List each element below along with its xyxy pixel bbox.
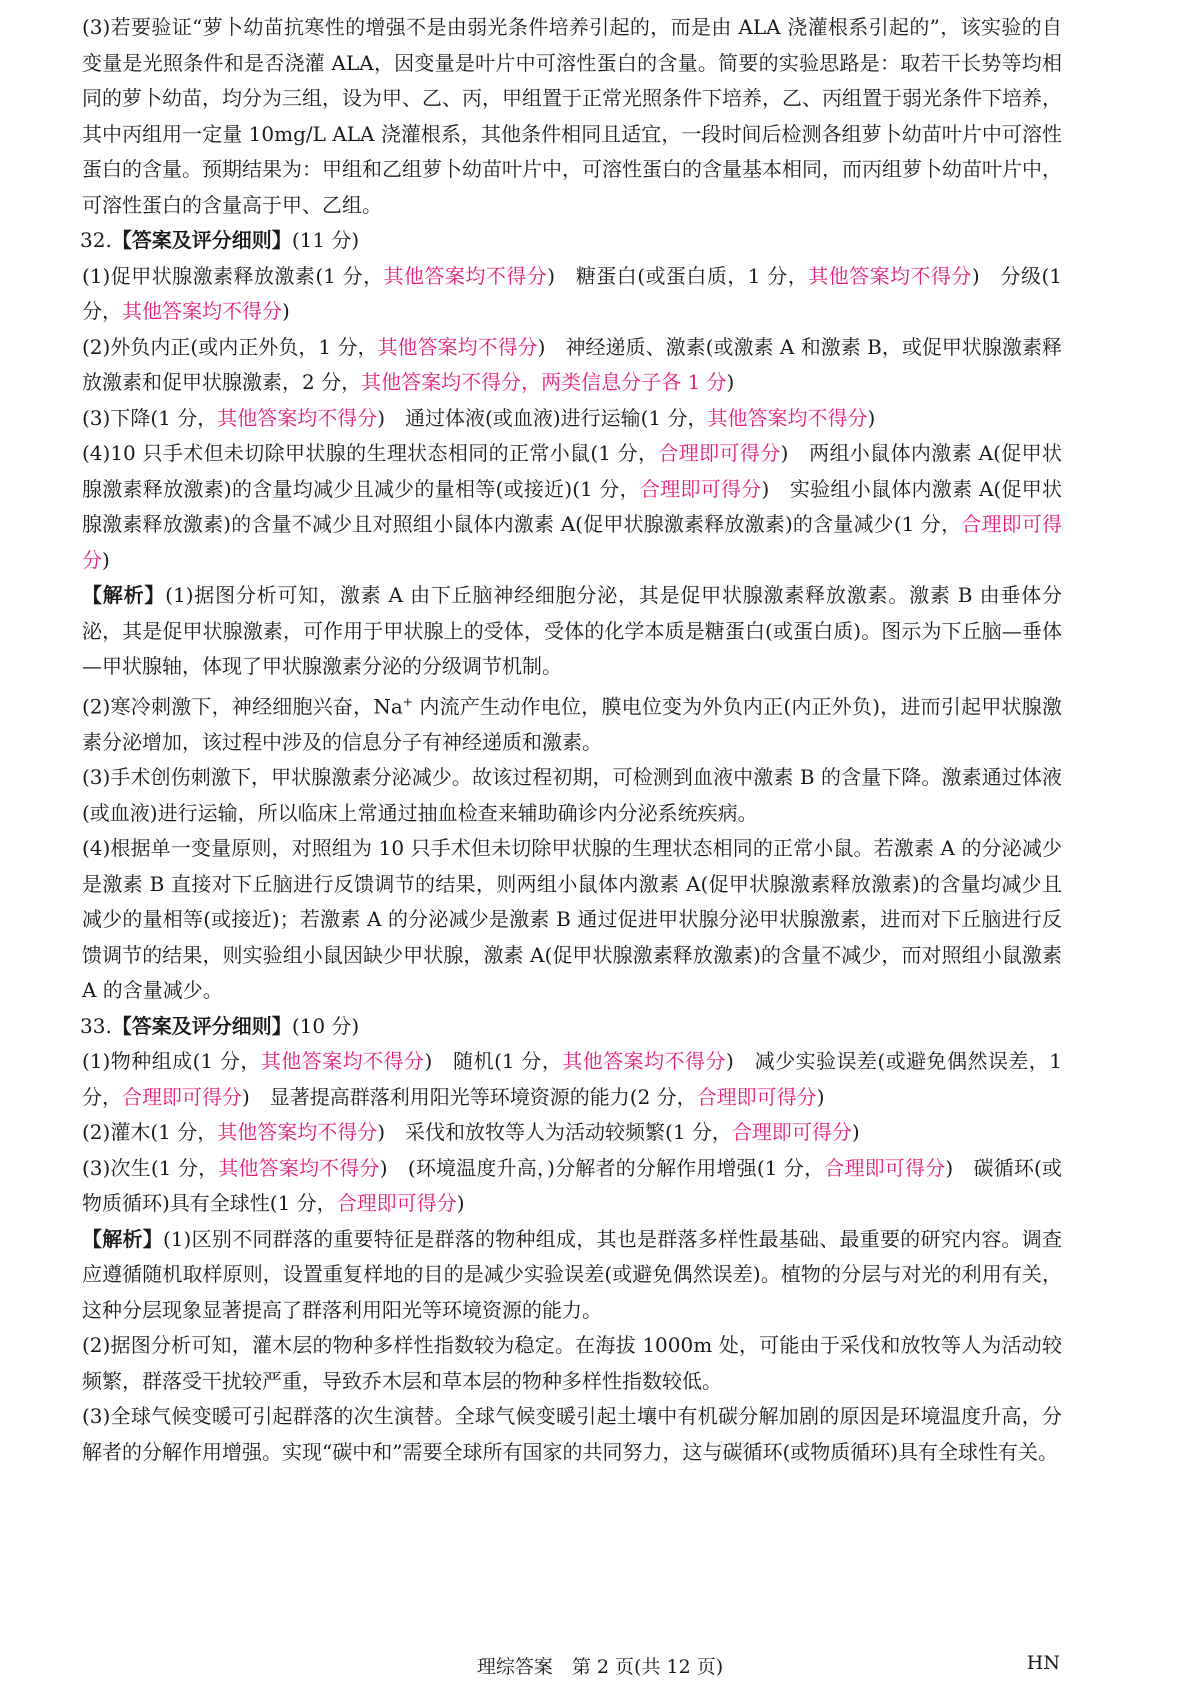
q32-analysis-1 [82,578,1062,685]
q33-analysis-2: (2)据图分析可知，灌木层的物种多样性指数较为稳定。在海拔 1000m 处，可能由于采伐和放牧等人为活动较频繁，群落受干扰较严重，导致乔木层和草本层的物种多样性指数较低。 [82,1333,1062,1393]
scoring-note: 合理即可得分 [122,1084,242,1109]
text: ) 通过体液(或血液)进行运输(1 分， [377,405,708,430]
text: ) 糖蛋白(或蛋白质，1 分， [547,263,809,288]
answer-page [82,10,1062,1470]
text: ) [867,405,876,430]
scoring-note: 合理即可得分 [82,512,1063,572]
scoring-note: 合理即可得分 [658,441,781,465]
q33-answer-2 [82,1115,1062,1151]
text: ) 随机(1 分， [424,1049,563,1074]
q32-answer-3 [82,401,1062,437]
text: ) 减少实验误差(或避免偶然误差，1 分， [82,1049,1062,1109]
text: (2)寒冷刺激下，神经细胞兴奋，Na [82,694,403,719]
page-footer [0,1652,1200,1682]
superscript: + [402,694,413,709]
q31-part3: (3)若要验证“萝卜幼苗抗寒性的增强不是由弱光条件培养引起的，而是由 ALA 浇灌根系引起的”，该实验的自变量是光照条件和是否浇灌 ALA，因变量是叶片中可溶性蛋白的含量。简要的实验思路是：取若干长势等均相同的萝卜幼苗，均分为三组，设为甲、乙、丙，甲组置于正常光照条件下培养，乙、丙组置于弱光条件下培养，其中丙组用一定量 10mg/L ALA 浇灌根系，其他条件相同且适宜，一段时间后检测各组萝卜幼苗叶片中可溶性蛋白的含量。预期结果为：甲组和乙组萝卜幼苗叶片中，可溶性蛋白的含量基本相同，而丙组萝卜幼苗叶片中，可溶性蛋白的含量高于甲、乙组。 [82,15,1062,217]
text: ) [726,370,735,394]
text: ) [102,547,110,572]
scoring-note: 合理即可得分 [696,1084,817,1109]
text: 内流产生动作电位，膜电位变为外负内正(内正外负)，进而引起甲状腺激素分泌增加，该过程中涉及的信息分子有神经递质和激素。 [82,694,1062,754]
scoring-note: 其他答案均不得分 [377,334,538,359]
analysis-label: 【解析】 [82,583,166,607]
scoring-note: 其他答案均不得分 [217,405,378,430]
q32-heading: 【答案及评分细则】 [111,228,292,252]
q33-analysis-3: (3)全球气候变暖可引起群落的次生演替。全球气候变暖引起土壤中有机碳分解加剧的原因是环境温度升高，分解者的分解作用增强。实现“碳中和”需要全球所有国家的共同努力，这与碳循环(或物质循环)具有全球性有关。 [82,1404,1062,1464]
q33-header [80,1009,1062,1045]
q32-answer-1 [82,259,1062,330]
text: (1)物种组成(1 分， [82,1049,261,1074]
analysis-label: 【解析】 [82,1226,163,1251]
text: ) [851,1120,860,1145]
text: ) 分级(1 分， [82,263,1062,323]
q32-analysis-4: (4)根据单一变量原则，对照组为 10 只手术但未切除甲状腺的生理状态相同的正常小鼠。若激素 A 的分泌减少是激素 B 直接对下丘脑进行反馈调节的结果，则两组小鼠体内激素 A(促甲状腺激素释放激素)的含量均减少且减少的量相等(或接近)；若激素 A 的分泌减少是激素 B 通过促进甲状腺分泌甲状腺激素，进而对下丘脑进行反馈调节的结果，则实验组小鼠因缺少甲状腺，激素 A(促甲状腺激素释放激素)的含量不减少，而对照组小鼠激素 A 的含量减少。 [82,836,1062,1003]
text: (2)灌木(1 分， [82,1120,218,1145]
scoring-note: 其他答案均不得分 [562,1049,726,1074]
text: (1)据图分析可知，激素 A 由下丘脑神经细胞分泌，其是促甲状腺激素释放激素。激素 B 由垂体分泌，其是促甲状腺激素，可作用于甲状腺上的受体，受体的化学本质是糖蛋白(或蛋白质)。图示为下丘脑—垂体—甲状腺轴，体现了甲状腺激素分泌的分级调节机制。 [82,583,1063,678]
text: (4)10 只手术但未切除甲状腺的生理状态相同的正常小鼠(1 分， [82,441,659,465]
q33-analysis-1 [82,1222,1062,1329]
scoring-note: 合理即可得分 [731,1120,852,1145]
scoring-note: 其他答案均不得分 [383,263,548,288]
scoring-note: 其他答案均不得分 [122,299,282,323]
q32-header [80,223,1062,259]
scoring-note: 其他答案均不得分 [808,263,972,288]
text: ) [456,1191,465,1216]
q32-answer-4 [82,436,1062,578]
scoring-note: 合理即可得分 [639,476,762,501]
scoring-note: 其他答案均不得分 [260,1049,425,1074]
text: (3)下降(1 分， [82,405,218,430]
q32-number: 32. [80,228,112,252]
scoring-note: 其他答案均不得分 [218,1155,380,1180]
text: ) 两组小鼠体内激素 A(促甲状腺激素释放激素)的含量均减少且减少的量相等(或接近)(1 分， [82,441,1063,501]
scoring-note: 其他答案均不得分 [217,1120,378,1145]
q33-number: 33. [80,1013,112,1038]
text: (1)区别不同群落的重要特征是群落的物种组成，其也是群落多样性最基础、最重要的研究内容。调查应遵循随机取样原则，设置重复样地的目的是减少实验误差(或避免偶然误差)。植物的分层与对光的利用有关，这种分层现象显著提高了群落利用阳光等环境资源的能力。 [82,1226,1062,1322]
scoring-note: 合理即可得分 [824,1155,946,1180]
page-number: 理综答案 第 2 页(共 12 页) [476,1656,724,1678]
q33-answer-1 [82,1044,1062,1115]
q32-answer-2 [82,330,1062,401]
text: ) (环境温度升高，)分解者的分解作用增强(1 分， [379,1155,825,1180]
scoring-note: 其他答案均不得分，两类信息分子各 1 分 [361,370,727,394]
q32-points: (11 分) [291,228,360,252]
q32-analysis-2 [82,685,1062,761]
q33-heading: 【答案及评分细则】 [111,1013,292,1038]
region-code: HN [1026,1652,1060,1674]
text: ) [816,1084,825,1109]
text: (1)促甲状腺激素释放激素(1 分， [82,263,384,288]
text: ) 显著提高群落利用阳光等环境资源的能力(2 分， [242,1084,697,1109]
text: ) 实验组小鼠体内激素 A(促甲状腺激素释放激素)的含量不减少且对照组小鼠体内激素 A(促甲状腺激素释放激素)的含量减少(1 分， [82,476,1063,536]
scoring-note: 合理即可得分 [336,1191,457,1216]
text: ) 碳循环(或物质循环)具有全球性(1 分， [82,1155,1063,1216]
text: (3)次生(1 分， [82,1155,219,1180]
q33-answer-3 [82,1151,1062,1222]
scoring-note: 其他答案均不得分 [707,405,868,430]
q32-analysis-3: (3)手术创伤刺激下，甲状腺激素分泌减少。故该过程初期，可检测到血液中激素 B 的含量下降。激素通过体液(或血液)进行运输，所以临床上常通过抽血检查来辅助确诊内分泌系统疾病。 [82,765,1062,825]
text: ) 神经递质、激素(或激素 A 和激素 B，或促甲状腺激素释放激素和促甲状腺激素，2 分， [82,334,1062,394]
text: ) 采伐和放牧等人为活动较频繁(1 分， [377,1120,732,1145]
q33-points: (10 分) [291,1013,360,1038]
text: ) [282,299,290,323]
text: (2)外负内正(或内正外负，1 分， [82,334,378,359]
